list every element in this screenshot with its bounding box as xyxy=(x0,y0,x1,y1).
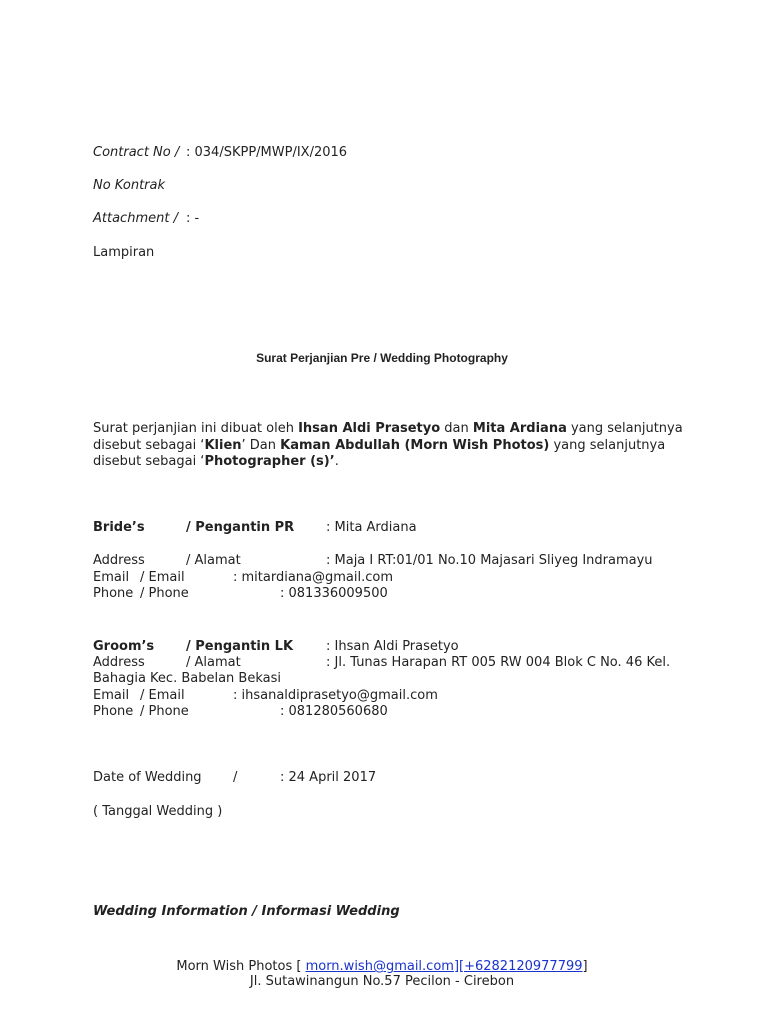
attachment-sublabel: Lampiran xyxy=(93,245,155,260)
wedding-date-sublabel: ( Tanggal Wedding ) xyxy=(93,804,223,819)
bride-email-label: Email xyxy=(93,570,130,585)
bride-name-bold: Mita Ardiana xyxy=(472,421,567,436)
footer-address: Jl. Sutawinangun No.57 Pecilon - Cirebon xyxy=(249,974,515,989)
wedding-date-value: : 24 April 2017 xyxy=(280,770,377,785)
groom-name-value: : Ihsan Aldi Prasetyo xyxy=(326,639,459,654)
bride-phone-label-id: / Phone xyxy=(140,586,189,601)
footer-phone-link[interactable]: ][+6282120977799 xyxy=(453,959,583,974)
bride-label: Bride’s xyxy=(93,520,145,535)
intro-text: ’ Dan xyxy=(241,437,281,453)
intro-text: dan xyxy=(440,421,473,436)
bride-address-value: : Maja I RT:01/01 No.10 Majasari Sliyeg Indramayu xyxy=(326,553,653,568)
groom-phone-value: : 081280560680 xyxy=(280,704,388,719)
bride-label-id: / Pengantin PR xyxy=(186,520,295,535)
groom-phone-label: Phone xyxy=(93,704,134,719)
contract-no-value: : 034/SKPP/MWP/IX/2016 xyxy=(186,145,348,160)
groom-email-label: Email xyxy=(93,688,130,703)
contract-no-label: Contract No / xyxy=(93,145,180,160)
groom-name-bold: Ihsan Aldi Prasetyo xyxy=(298,421,441,436)
intro-text: yang selanjutnya disebut sebagai ‘ xyxy=(93,437,666,469)
groom-label: Groom’s xyxy=(93,639,155,654)
groom-email-label-id: / Email xyxy=(140,688,185,703)
groom-email-value: : ihsanaldiprasetyo@gmail.com xyxy=(233,688,438,703)
intro-paragraph xyxy=(93,421,683,471)
groom-phone-label-id: / Phone xyxy=(140,704,189,719)
attachment-label: Attachment / xyxy=(93,211,178,226)
attachment-value: : - xyxy=(186,211,200,226)
intro-text: . xyxy=(334,454,339,469)
bride-phone-label: Phone xyxy=(93,586,134,601)
footer-bracket: ] xyxy=(582,959,588,974)
bride-address-label: Address xyxy=(93,553,145,568)
bride-address-label-id: / Alamat xyxy=(186,553,241,568)
bride-email-value: : mitardiana@gmail.com xyxy=(233,570,394,585)
footer-company: Morn Wish Photos [ xyxy=(176,959,306,974)
intro-text: Surat perjanjian ini dibuat oleh xyxy=(93,421,299,436)
groom-address-value: : Jl. Tunas Harapan RT 005 RW 004 Blok C No. 46 Kel. xyxy=(326,655,671,670)
bride-name-value: : Mita Ardiana xyxy=(326,520,417,535)
groom-label-id: / Pengantin LK xyxy=(186,639,294,654)
intro-text: yang selanjutnya disebut sebagai ‘ xyxy=(93,421,683,453)
document-title: Surat Perjanjian Pre / Wedding Photography xyxy=(256,351,508,365)
bride-phone-value: : 081336009500 xyxy=(280,586,388,601)
groom-address-label: Address xyxy=(93,655,145,670)
bride-email-label-id: / Email xyxy=(140,570,185,585)
wedding-info-heading: Wedding Information / Informasi Wedding xyxy=(93,904,400,919)
wedding-date-label: Date of Wedding xyxy=(93,770,202,785)
photographer-name-bold: Kaman Abdullah (Morn Wish Photos) xyxy=(280,437,550,453)
wedding-date-slash: / xyxy=(233,770,238,785)
groom-address-value-line2: Bahagia Kec. Babelan Bekasi xyxy=(93,671,281,686)
contract-no-sublabel: No Kontrak xyxy=(93,178,166,193)
footer xyxy=(0,959,764,989)
client-term-bold: Klien xyxy=(204,437,242,453)
footer-line-contact xyxy=(0,959,764,974)
photographer-term-bold: Photographer (s)’ xyxy=(204,454,335,469)
groom-address-label-id: / Alamat xyxy=(186,655,241,670)
footer-email-link[interactable]: morn.wish@gmail.com xyxy=(305,959,454,974)
